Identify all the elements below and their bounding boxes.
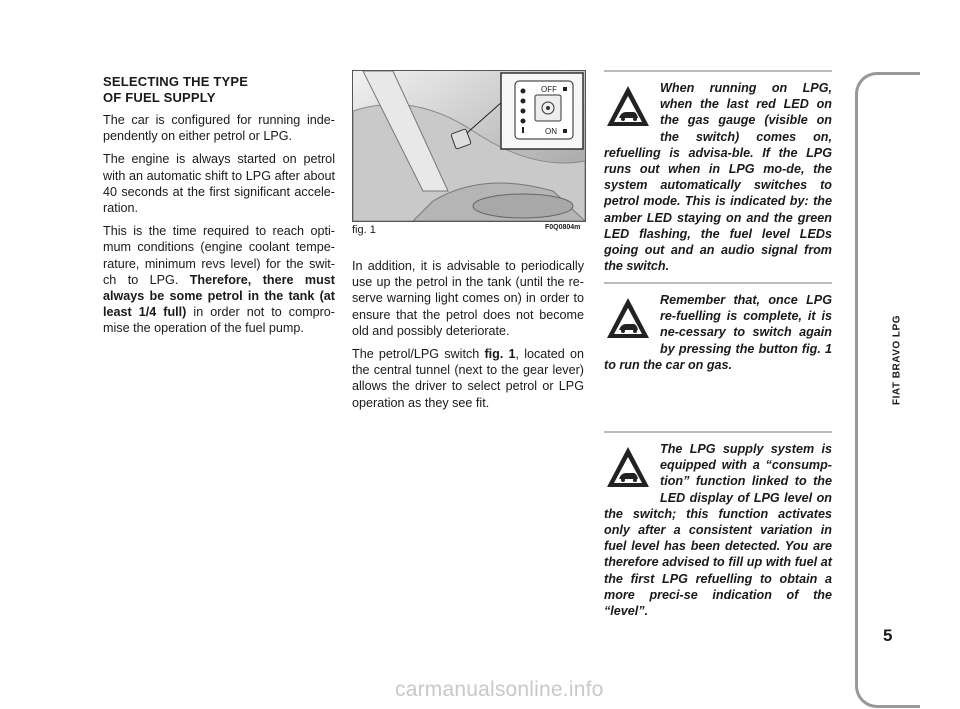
side-tab-label: FIAT BRAVO LPG	[891, 315, 903, 405]
warning-block-3	[604, 441, 832, 619]
divider	[604, 431, 832, 433]
console-illustration	[353, 71, 585, 221]
divider	[604, 282, 832, 284]
warning-text: Remember that, once LPG re-fuelling is complete, it is ne-cessary to switch again by pressing the button fig. 1 to run the car on gas.	[604, 293, 832, 372]
switch-off-label: OFF	[541, 85, 557, 94]
column-left	[103, 74, 335, 344]
warning-triangle-icon	[604, 443, 652, 491]
side-tab-bracket	[855, 72, 920, 708]
figure-caption: fig. 1	[352, 224, 376, 236]
divider	[604, 70, 832, 72]
paragraph: In addition, it is advisable to periodically use up the petrol in the tank (until the re-serve warning light comes on) in order to ensure that the petrol does not become old and possibly deteriorate.	[352, 259, 584, 338]
figure-switch-photo	[352, 70, 586, 222]
watermark: carmanualsonline.info	[395, 678, 604, 701]
switch-on-label: ON	[545, 127, 557, 136]
warning-text: The LPG supply system is equipped with a “consump-tion” function linked to the LED display of LPG level on the switch; this function activates only after a consistent variation in fuel level has been detected. You are therefore advised to fill up with fuel at the first LPG refuelling to obtain a more preci-se indication of the “level”.	[604, 442, 832, 619]
paragraph: This is the time required to reach opti-mum conditions (engine coolant tempe-rature, minimum revs level) for the swit-ch to LPG. Therefore, there must always be some petrol in the tank (at least 1/4 full) in order not to compro-mise the operation of the fuel pump.	[103, 224, 335, 336]
warning-block-2	[604, 292, 832, 373]
figure-code: F0Q0804m	[545, 224, 581, 231]
section-heading: SELECTING THE TYPE OF FUEL SUPPLY	[103, 74, 249, 105]
paragraph: The engine is always started on petrol with an automatic shift to LPG after about 40 seconds at the first significant accele-ration.	[103, 152, 335, 216]
paragraph: The car is configured for running inde-pendently on either petrol or LPG.	[103, 113, 335, 144]
warning-text: When running on LPG, when the last red LED on the gas gauge (visible on the switch) comes on, refuelling is advisa-ble. If the LPG runs out when in LPG mo-de, the system automatically switches to petrol mode. This is indicated by: the amber LED staying on and the green LED flashing, the fuel level LEDs going out and an audio signal from the switch.	[604, 81, 832, 274]
page-number: 5	[883, 626, 893, 645]
paragraph: The petrol/LPG switch fig. 1, located on the central tunnel (next to the gear lever) allows the driver to select petrol or LPG operation as they see fit.	[352, 347, 584, 410]
warning-triangle-icon	[604, 82, 652, 130]
column-middle	[352, 258, 584, 418]
warning-block-1	[604, 80, 832, 274]
warning-triangle-icon	[604, 294, 652, 342]
